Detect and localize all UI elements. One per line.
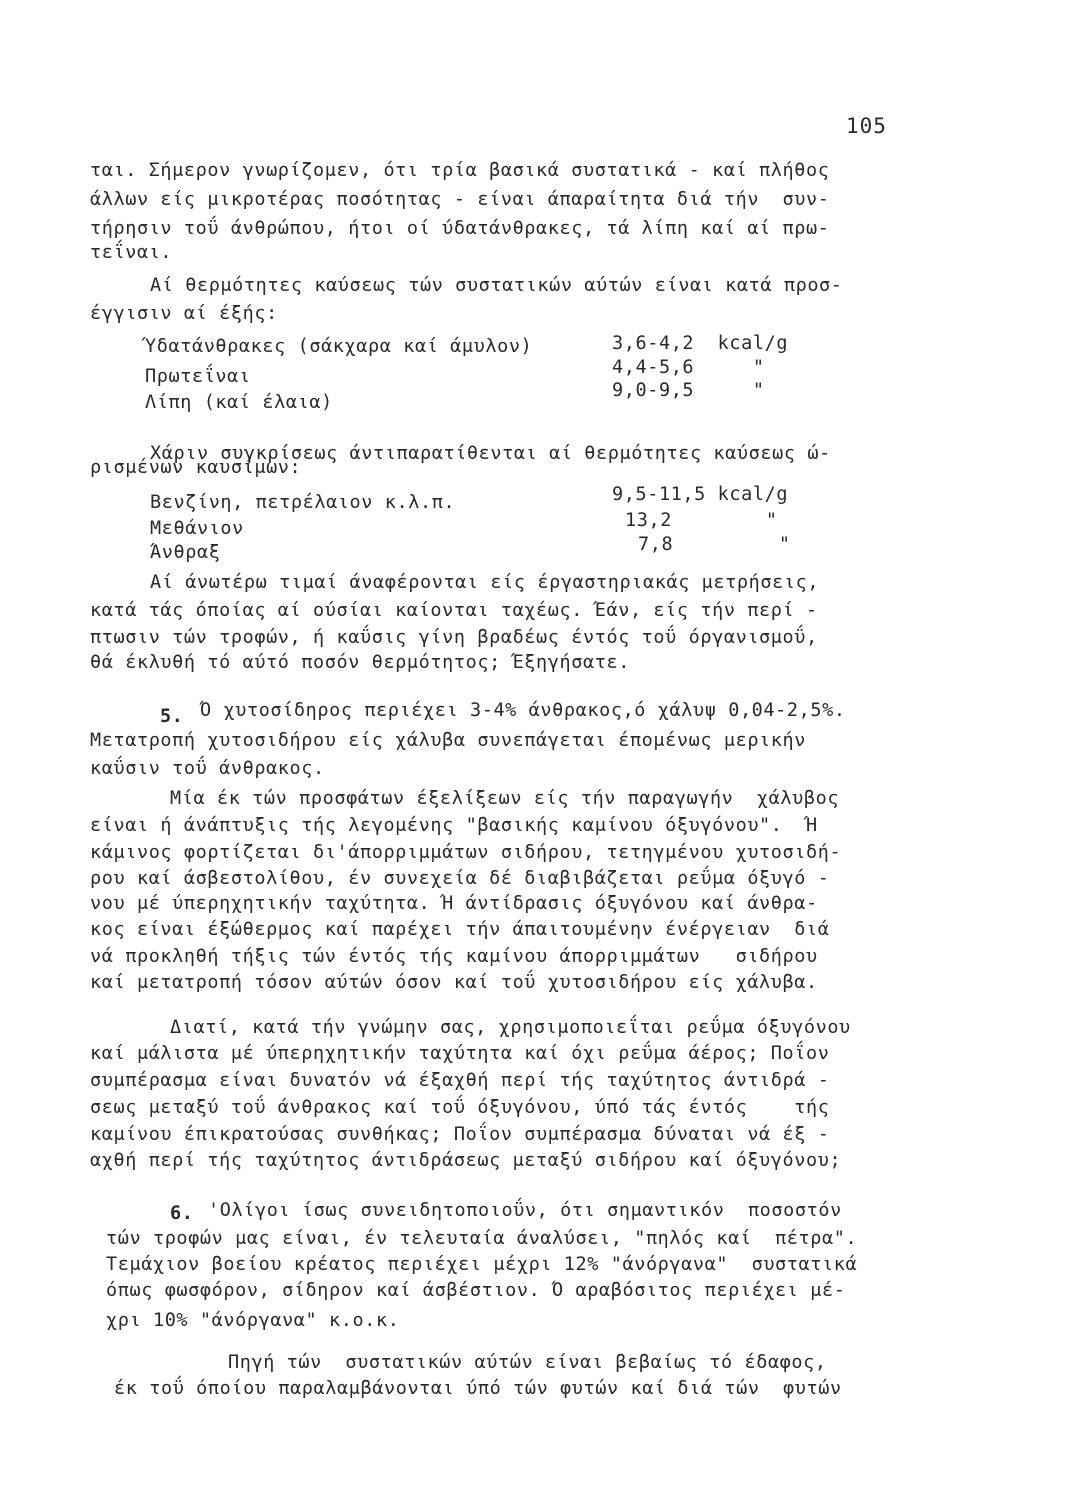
fuel-name: Άνθραξ: [150, 542, 221, 563]
text-line: Διατί, κατά τήν γνώμην σας, χρησιμοποιεΐται ρεΰμα όξυγόνου: [170, 1017, 851, 1038]
text-line: κάμινος φορτίζεται δι'άπορριμμάτων σιδήρου, τετηγμένου χυτοσιδή-: [90, 842, 842, 863]
text-line: Αί θερμότητες καύσεως τών συστατικών αύτών είναι κατά προσ-: [150, 275, 843, 296]
text-line: τεΐναι.: [90, 242, 173, 263]
text-line: ρου καί άσβεστολίθου, έν συνεχεία δέ διαβιβάζεται ρεΰμα όξυγό -: [90, 868, 830, 889]
text-line: αχθή περί τής ταχύτητος άντιδράσεως μεταξύ σιδήρου καί όξυγόνου;: [90, 1150, 842, 1171]
text-line: χρι 10% "άνόργανα" κ.ο.κ.: [106, 1310, 400, 1331]
text-line: άλλων είς μικροτέρας ποσότητας - είναι άπαραίτητα διά τήν συν-: [90, 189, 830, 210]
text-line: ται. Σήμερον γνωρίζομεν, ότι τρία βασικά συστατικά - καί πλήθος: [90, 160, 830, 181]
text-line: καμίνου έπικρατούσας συνθήκας; Ποΐον συμπέρασμα δύναται νά έξ -: [90, 1124, 830, 1145]
text-line: ρισμένων καυσίμων:: [90, 457, 302, 478]
text-line: Χάριν συγκρίσεως άντιπαρατίθενται αί θερμότητες καύσεως ώ-: [150, 443, 831, 464]
text-line: τών τροφών μας είναι, έν τελευταία άναλύσει, "πηλός καί πέτρα".: [106, 1228, 858, 1249]
nutrient-name: Πρωτεΐναι: [145, 366, 251, 387]
nutrient-value: 4,4-5,6 ": [612, 357, 765, 378]
text-line: 'Ολίγοι ίσως συνειδητοποιοΰν, ότι σημαντικόν ποσοστόν: [208, 1200, 842, 1221]
text-line: έκ τοΰ όποίου παραλαμβάνονται ύπό τών φυτών καί διά τών φυτών: [114, 1378, 842, 1399]
text-line: πτωσιν τών τροφών, ή καΰσις γίνη βραδέως έντός τοΰ όργανισμοΰ,: [90, 627, 818, 648]
text-line: κατά τάς όποίας αί ούσίαι καίονται ταχέως. Έάν, είς τήν περί -: [90, 600, 818, 621]
fuel-value: 13,2 ": [625, 510, 778, 531]
text-line: είναι ή άνάπτυξις τής λεγομένης "βασικής καμίνου όξυγόνου". Ή: [90, 815, 818, 836]
text-line: Ό χυτοσίδηρος περιέχει 3-4% άνθρακος,ό χάλυψ 0,04-2,5%.: [200, 700, 846, 721]
section-number: 5.: [160, 706, 184, 727]
text-line: τήρησιν τοΰ άνθρώπου, ήτοι οί ύδατάνθρακες, τά λίπη καί αί πρω-: [90, 218, 830, 239]
text-line: Πηγή τών συστατικών αύτών είναι βεβαίως τό έδαφος,: [228, 1352, 827, 1373]
text-line: καί μάλιστα μέ ύπερηχητικήν ταχύτητα καί όχι ρεΰμα άέρος; Ποΐον: [90, 1043, 830, 1064]
page-number: 105: [846, 114, 887, 138]
text-line: Μετατροπή χυτοσιδήρου είς χάλυβα συνεπάγεται έπομένως μερικήν: [90, 730, 807, 751]
nutrient-value: 3,6-4,2 kcal/g: [612, 333, 789, 354]
text-line: καί μετατροπή τόσον αύτών όσον καί τοΰ χυτοσιδήρου είς χάλυβα.: [90, 972, 818, 993]
text-line: Τεμάχιον βοείου κρέατος περιέχει μέχρι 12% "άνόργανα" συστατικά: [106, 1254, 858, 1275]
nutrient-value: 9,0-9,5 ": [612, 380, 765, 401]
fuel-name: Μεθάνιον: [150, 518, 244, 539]
text-line: σεως μεταξύ τοΰ άνθρακος καί τοΰ όξυγόνου, ύπό τάς έντός τής: [90, 1097, 830, 1118]
section-number: 6.: [170, 1203, 194, 1224]
fuel-value: 9,5-11,5 kcal/g: [612, 484, 789, 505]
text-line: συμπέρασμα είναι δυνατόν νά έξαχθή περί τής ταχύτητος άντιδρά -: [90, 1070, 830, 1091]
text-line: νά προκληθή τήξις τών έντός τής καμίνου άπορριμμάτων σιδήρου: [90, 946, 818, 967]
text-line: νου μέ ύπερηχητικήν ταχύτητα. Ή άντίδρασις όξυγόνου καί άνθρα-: [90, 893, 818, 914]
text-line: καΰσιν τοΰ άνθρακος.: [90, 758, 325, 779]
nutrient-name: Ύδατάνθρακες (σάκχαρα καί άμυλον): [145, 336, 533, 357]
text-line: Μία έκ τών προσφάτων έξελίξεων είς τήν παραγωγήν χάλυβος: [170, 788, 840, 809]
text-line: κος είναι έξώθερμος καί παρέχει τήν άπαιτουμένην ένέργειαν διά: [90, 919, 830, 940]
text-line: θά έκλυθή τό αύτό ποσόν θερμότητος; Έξηγήσατε.: [90, 652, 630, 673]
fuel-value: 7,8 ": [638, 534, 791, 555]
fuel-name: Βενζίνη, πετρέλαιον κ.λ.π.: [150, 492, 456, 513]
text-line: Αί άνωτέρω τιμαί άναφέρονται είς έργαστηριακάς μετρήσεις,: [150, 572, 820, 593]
text-line: όπως φωσφόρον, σίδηρον καί άσβέστιον. Ό αραβόσιτος περιέχει μέ-: [106, 1280, 846, 1301]
text-line: έγγισιν αί έξής:: [90, 303, 278, 324]
nutrient-name: Λίπη (καί έλαια): [145, 392, 333, 413]
